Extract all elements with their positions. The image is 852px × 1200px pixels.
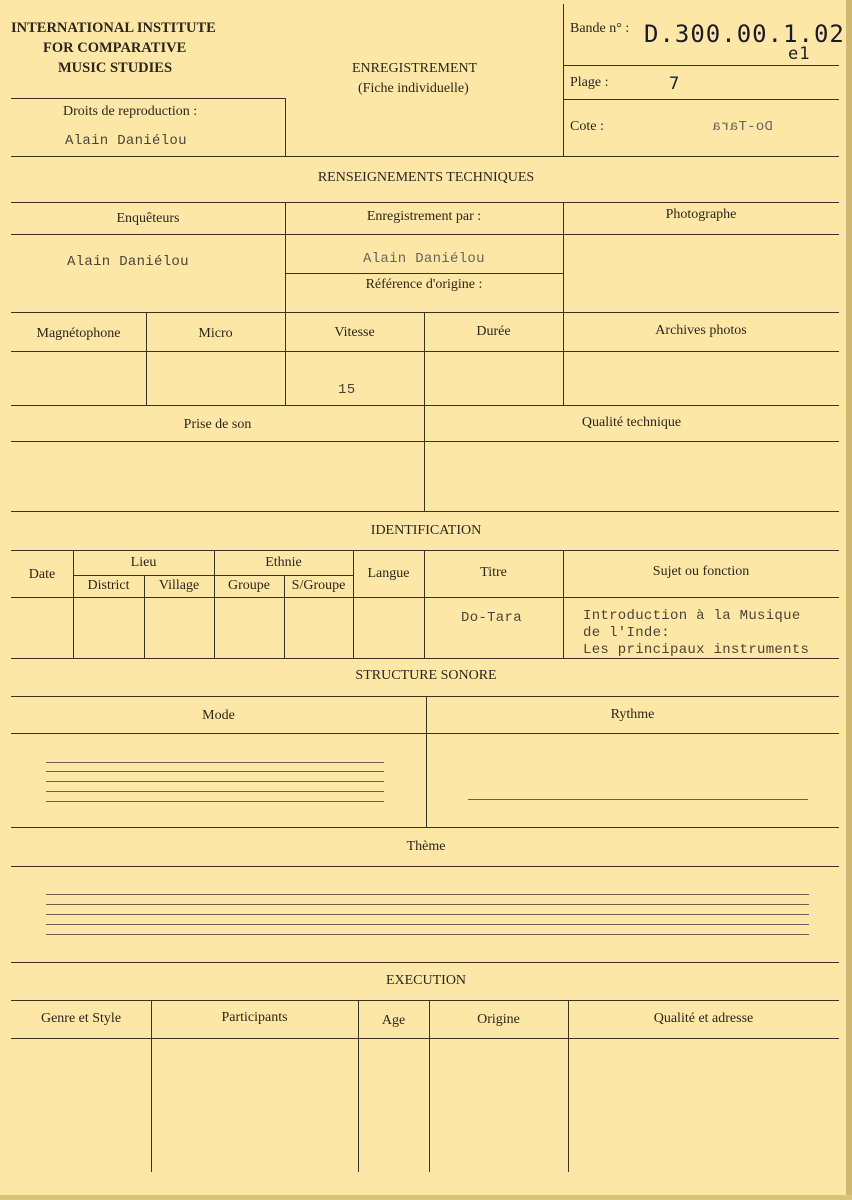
bande-suffix: e1 bbox=[788, 44, 811, 64]
qualite-technique-label: Qualité technique bbox=[581, 415, 682, 430]
date-label: Date bbox=[28, 567, 56, 582]
langue-label: Langue bbox=[367, 566, 410, 581]
section-title-identification: IDENTIFICATION bbox=[370, 523, 482, 538]
divider bbox=[11, 441, 839, 442]
divider bbox=[426, 696, 427, 827]
divider bbox=[11, 827, 839, 828]
theme-staff-line bbox=[46, 934, 809, 935]
divider bbox=[73, 575, 353, 576]
divider bbox=[11, 658, 839, 659]
divider bbox=[358, 1000, 359, 1172]
participants-label: Participants bbox=[221, 1010, 288, 1025]
section-title-technique: RENSEIGNEMENTS TECHNIQUES bbox=[317, 170, 535, 185]
mode-staff-line bbox=[46, 771, 384, 772]
photographe-label: Photographe bbox=[665, 207, 737, 222]
cote-label: Cote : bbox=[570, 119, 604, 134]
divider bbox=[73, 550, 74, 658]
divider bbox=[424, 312, 425, 405]
bande-label: Bande n° : bbox=[570, 21, 630, 36]
divider bbox=[11, 1000, 839, 1001]
card-edge bbox=[0, 1195, 852, 1200]
rythme-label: Rythme bbox=[610, 707, 655, 722]
genre-label: Genre et Style bbox=[40, 1011, 122, 1026]
village-label: Village bbox=[158, 578, 200, 593]
droits-label: Droits de reproduction : bbox=[63, 104, 198, 119]
sujet-value-line2: de l'Inde: bbox=[583, 625, 671, 641]
theme-staff-line bbox=[46, 904, 809, 905]
divider bbox=[11, 962, 839, 963]
ethnie-label: Ethnie bbox=[265, 555, 302, 570]
lieu-label: Lieu bbox=[130, 555, 157, 570]
archives-label: Archives photos bbox=[655, 323, 747, 338]
rythme-line bbox=[468, 799, 808, 800]
theme-staff-line bbox=[46, 894, 809, 895]
theme-staff-line bbox=[46, 914, 809, 915]
divider bbox=[563, 65, 839, 66]
divider bbox=[11, 98, 285, 99]
divider bbox=[11, 866, 839, 867]
divider bbox=[563, 550, 564, 658]
divider bbox=[285, 312, 286, 405]
divider bbox=[11, 312, 839, 313]
magnetophone-label: Magnétophone bbox=[36, 326, 121, 341]
origine-label: Origine bbox=[477, 1012, 520, 1027]
plage-value: 7 bbox=[669, 74, 681, 94]
divider bbox=[424, 405, 425, 511]
card-edge bbox=[846, 0, 852, 1200]
divider bbox=[151, 1000, 152, 1172]
divider bbox=[563, 202, 564, 312]
reference-label: Référence d'origine : bbox=[365, 277, 483, 292]
vitesse-value: 15 bbox=[338, 382, 356, 398]
divider bbox=[214, 550, 215, 658]
form-title: ENREGISTREMENT bbox=[352, 61, 478, 76]
enregistrement-value: Alain Daniélou bbox=[363, 251, 485, 267]
divider bbox=[11, 597, 839, 598]
sujet-value-line3: Les principaux instruments bbox=[583, 642, 810, 658]
institute-name-line3: MUSIC STUDIES bbox=[58, 60, 173, 76]
divider bbox=[11, 1038, 839, 1039]
divider bbox=[144, 575, 145, 658]
titre-label: Titre bbox=[480, 565, 507, 580]
mode-label: Mode bbox=[202, 708, 235, 723]
mode-staff-line bbox=[46, 801, 384, 802]
divider bbox=[424, 550, 425, 658]
theme-label: Thème bbox=[406, 839, 446, 854]
age-label: Age bbox=[381, 1013, 406, 1028]
divider bbox=[285, 273, 563, 274]
divider bbox=[568, 1000, 569, 1172]
vitesse-label: Vitesse bbox=[334, 325, 375, 340]
sujet-label: Sujet ou fonction bbox=[652, 564, 750, 579]
divider bbox=[11, 405, 839, 406]
divider bbox=[285, 98, 286, 156]
divider bbox=[11, 234, 839, 235]
mode-staff-line bbox=[46, 791, 384, 792]
divider bbox=[11, 351, 839, 352]
divider bbox=[429, 1000, 430, 1172]
divider bbox=[284, 575, 285, 658]
groupe-label: Groupe bbox=[228, 578, 270, 593]
divider bbox=[146, 312, 147, 405]
district-label: District bbox=[87, 578, 130, 593]
theme-staff-line bbox=[46, 924, 809, 925]
duree-label: Durée bbox=[476, 324, 511, 339]
divider bbox=[563, 99, 839, 100]
section-title-execution: EXECUTION bbox=[385, 973, 467, 988]
bande-value: D.300.00.1.02 bbox=[644, 20, 845, 48]
divider bbox=[353, 550, 354, 658]
institute-name-line1: INTERNATIONAL INSTITUTE bbox=[11, 20, 216, 36]
mode-staff-line bbox=[46, 762, 384, 763]
form-subtitle: (Fiche individuelle) bbox=[358, 81, 469, 96]
sgroupe-label: S/Groupe bbox=[291, 578, 346, 593]
enqueteurs-label: Enquêteurs bbox=[116, 211, 180, 226]
divider bbox=[285, 202, 286, 312]
cote-value: Do-Tara bbox=[712, 119, 773, 135]
droits-value: Alain Daniélou bbox=[65, 133, 187, 149]
divider bbox=[11, 156, 839, 157]
qualite-adresse-label: Qualité et adresse bbox=[653, 1011, 754, 1026]
divider bbox=[563, 4, 564, 156]
divider bbox=[11, 550, 839, 551]
section-title-structure: STRUCTURE SONORE bbox=[355, 668, 497, 683]
divider bbox=[563, 312, 564, 405]
divider bbox=[11, 511, 839, 512]
enregistrement-label: Enregistrement par : bbox=[366, 209, 482, 224]
micro-label: Micro bbox=[198, 326, 233, 341]
sujet-value-line1: Introduction à la Musique bbox=[583, 608, 801, 624]
titre-value: Do-Tara bbox=[461, 610, 522, 626]
institute-name-line2: FOR COMPARATIVE bbox=[43, 40, 187, 56]
prise-label: Prise de son bbox=[183, 417, 252, 432]
plage-label: Plage : bbox=[570, 75, 609, 90]
divider bbox=[11, 696, 839, 697]
divider bbox=[11, 202, 839, 203]
enqueteurs-value: Alain Daniélou bbox=[67, 254, 189, 270]
mode-staff-line bbox=[46, 781, 384, 782]
divider bbox=[11, 733, 839, 734]
